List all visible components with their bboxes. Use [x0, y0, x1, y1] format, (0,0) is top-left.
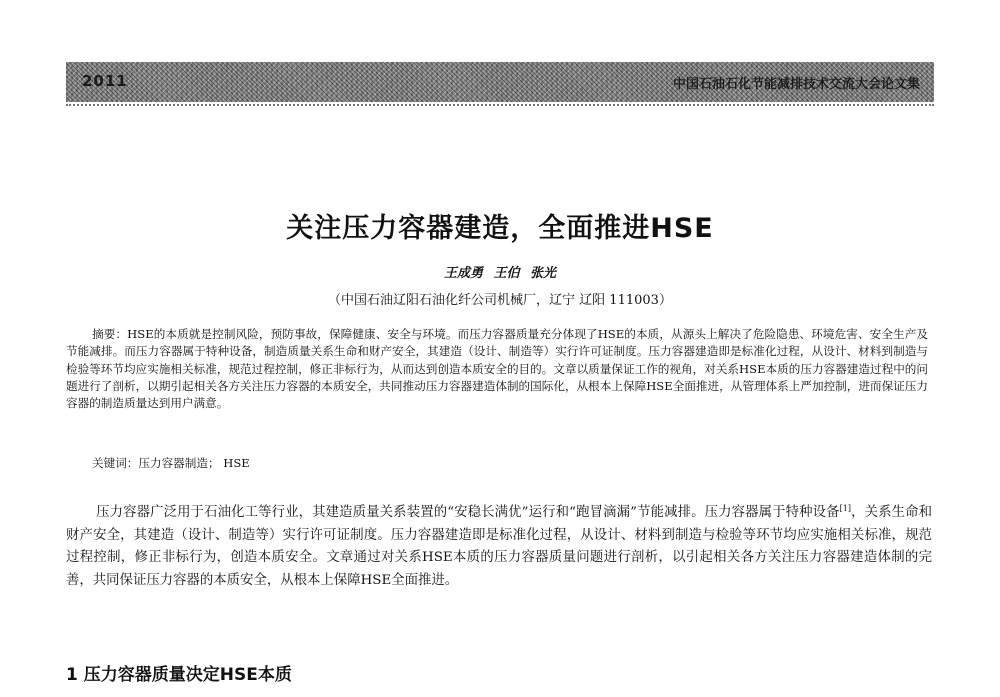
header-banner	[66, 62, 934, 102]
keywords-label: 关键词：	[92, 456, 139, 470]
section-heading: 1 压力容器质量决定HSE本质	[66, 665, 292, 685]
abstract-text: HSE的本质就是控制风险，预防事故，保障健康、安全与环境。而压力容器质量充分体现了HSE的本质，从源头上解决了危险隐患、环境危害、安全生产及节能减排。而压力容器属于特种设备，制造质量关系生命和财产安全，其建造（设计、制造等）实行许可证制度。压力容器建造即是标准化过程，从设计、材料到制造与检验等环节均应实施相关标准，规范过程控制，修正非标行为，从而达到创造本质安全的目的。文章以质量保证工作的视角，对关系HSE本质的压力容器建造过程中的问题进行了剖析，以期引起相关各方关注压力容器的本质安全，共同推动压力容器建造体制的国际化，从根本上保障HSE全面推进，从管理体系上严加控制，进而保证压力容器的制造质量达到用户满意。	[66, 327, 928, 411]
abstract-label: 摘要：	[92, 327, 128, 341]
intro-paragraph	[66, 502, 932, 592]
keywords	[92, 455, 250, 471]
citation-ref: [1]	[839, 504, 851, 513]
keywords-text: 压力容器制造； HSE	[138, 456, 250, 470]
header-divider	[66, 104, 934, 106]
paper-affiliation: （中国石油辽阳石油化纤公司机械厂，辽宁 辽阳 111003）	[328, 293, 672, 308]
header-proceedings-title: 中国石油石化节能减排技术交流大会论文集	[672, 77, 920, 92]
abstract	[66, 326, 928, 412]
paper-title: 关注压力容器建造，全面推进HSE	[286, 213, 714, 244]
paper-authors: 王成勇 王伯 张光	[443, 266, 557, 281]
header-year: 2011	[82, 72, 128, 90]
intro-text-part2: ，关系生命和财产安全，其建造（设计、制造等）实行许可证制度。压力容器建造即是标准化过程，从设计、材料到制造与检验等环节均应实施相关标准，规范过程控制，修正非标行为，创造本质安全。文章通过对关系HSE本质的压力容器质量问题进行剖析，以引起相关各方关注压力容器建造体制的完善，共同保证压力容器的本质安全，从根本上保障HSE全面推进。	[66, 505, 932, 588]
intro-text-part1: 压力容器广泛用于石油化工等行业，其建造质量关系装置的“安稳长满优”运行和“跑冒滴漏”节能减排。压力容器属于特种设备	[96, 505, 840, 520]
